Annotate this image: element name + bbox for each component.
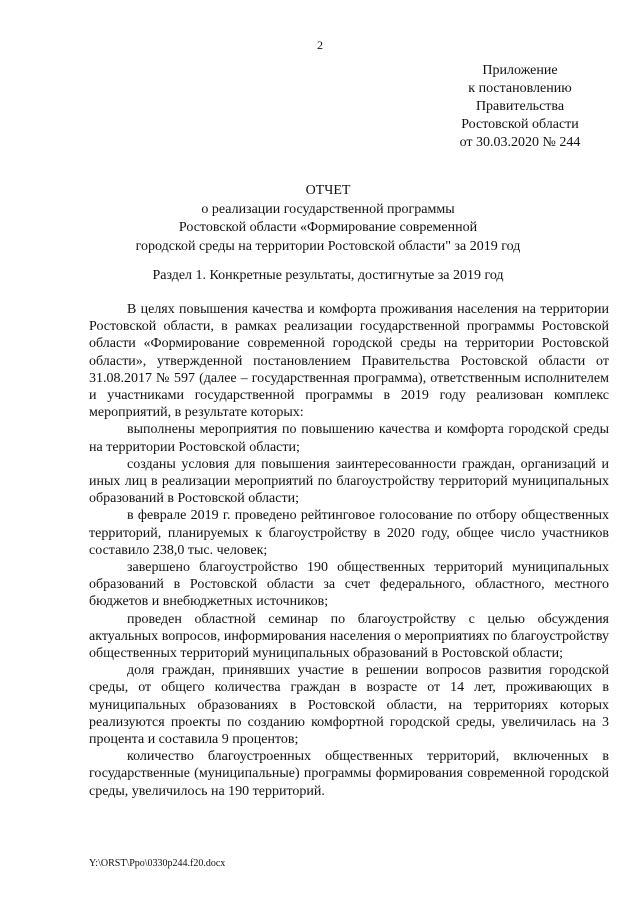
appendix-line: Правительства bbox=[475, 99, 565, 114]
body-paragraph: завершено благоустройство 190 общественных территорий муниципальных образований в Ростовской области за счет федерального, областного, местного бюджетов и внебюджетных источников; bbox=[89, 560, 609, 610]
report-body bbox=[89, 301, 609, 800]
body-paragraph: количество благоустроенных общественных территорий, включенных в государственные (муниципальные) программы формирования современной городской среды, увеличилось на 190 территорий. bbox=[89, 749, 609, 799]
section-heading: Раздел 1. Конкретные результаты, достигнутые за 2019 год bbox=[152, 268, 504, 283]
report-subtitle-line: городской среды на территории Ростовской области" за 2019 год bbox=[135, 238, 521, 254]
body-paragraph: доля граждан, принявших участие в решении вопросов развития городской среды, от общего количества граждан в возрасте от 14 лет, проживающих в муниципальных образованиях в Ростовской области, на территориях которых реализуются проекты по созданию комфортной городской среды, увеличилась на 3 процента и составила 9 процентов; bbox=[89, 663, 609, 748]
report-subtitle-line: Ростовской области «Формирование современной bbox=[178, 220, 478, 235]
appendix-line: Приложение bbox=[482, 63, 558, 78]
body-paragraph: созданы условия для повышения заинтересованности граждан, организаций и иных лиц в реализации мероприятий по благоустройству территорий муниципальных образований в Ростовской области; bbox=[89, 456, 609, 507]
appendix-line: от 30.03.2020 № 244 bbox=[459, 135, 581, 150]
report-subtitle-line: о реализации государственной программы bbox=[201, 201, 455, 217]
report-heading: ОТЧЕТ bbox=[305, 183, 351, 198]
body-paragraph: проведен областной семинар по благоустройству с целью обсуждения актуальных вопросов, информирования населения о мероприятиях по благоустройству общественных территорий муниципальных образований в Ростовской области; bbox=[89, 611, 609, 662]
footer-file-path: Y:\ORST\Ppo\0330p244.f20.docx bbox=[89, 858, 226, 869]
report-title bbox=[60, 182, 596, 256]
body-paragraph: В целях повышения качества и комфорта проживания населения на территории Ростовской области, в рамках реализации государственной программы Ростовской области «Формирование современной городской среды на территории Ростовской области», утвержденной постановлением Правительства Ростовской области от 31.08.2017 № 597 (далее – государственная программа), ответственным исполнителем и участниками государственной программы в 2019 году реализован комплекс мероприятий, в результате которых: bbox=[89, 302, 609, 421]
body-paragraph: выполнены мероприятия по повышению качества и комфорта городской среды на территории Ростовской области; bbox=[89, 422, 609, 455]
appendix-line: к постановлению bbox=[468, 81, 572, 96]
page-number: 2 bbox=[317, 38, 323, 52]
appendix-line: Ростовской области bbox=[461, 117, 579, 132]
body-paragraph: в феврале 2019 г. проведено рейтинговое голосование по отбору общественных территорий, планируемых к благоустройству в 2020 году, общее число участников составило 238,0 тыс. человек; bbox=[89, 508, 609, 558]
appendix-block bbox=[440, 62, 600, 152]
